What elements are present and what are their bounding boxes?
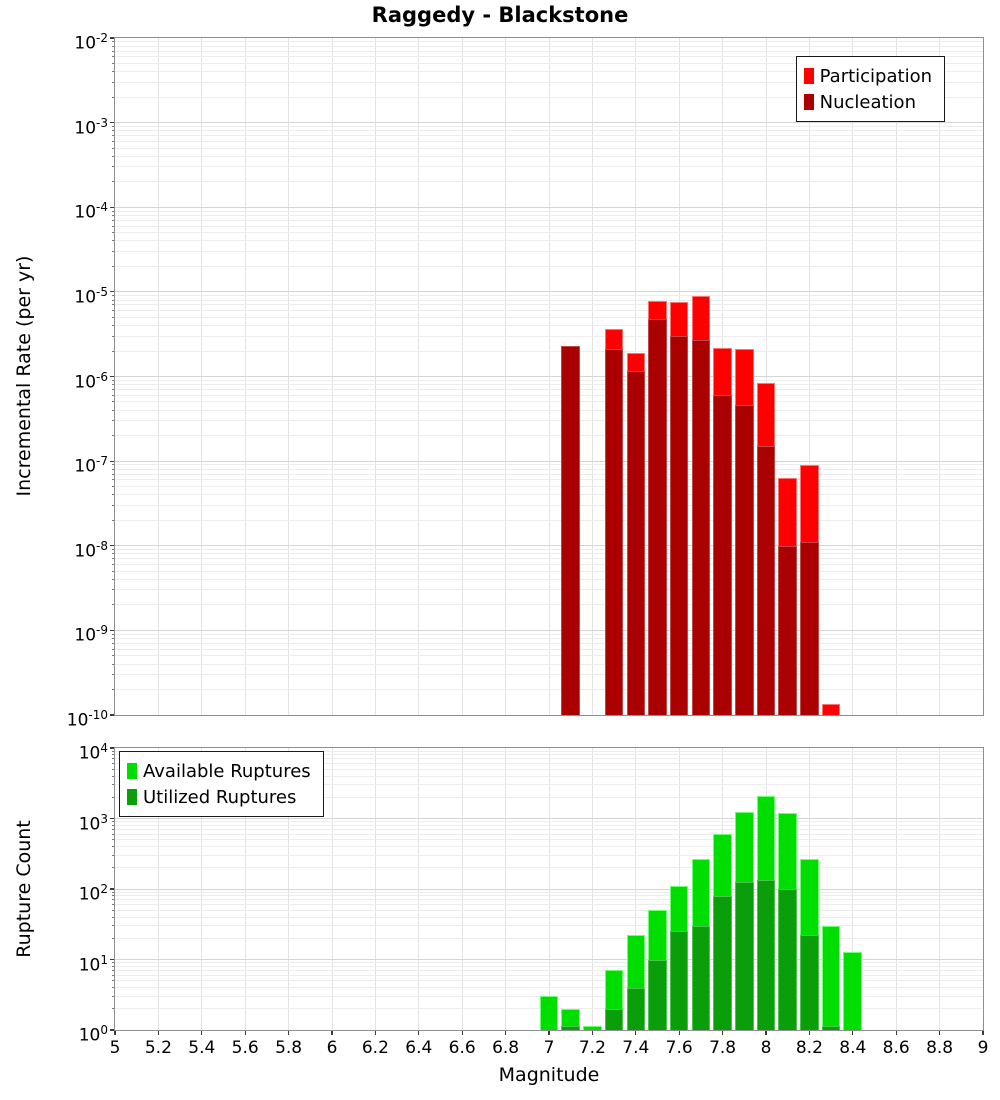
- gridline-minor: [115, 564, 983, 565]
- gridline-minor: [115, 829, 983, 830]
- y-minor-tick-mark: [112, 97, 115, 98]
- legend-item-label: Participation: [819, 65, 932, 87]
- x-tick-label: 7: [543, 1038, 555, 1058]
- y-minor-tick-mark: [112, 925, 115, 926]
- gridline-minor: [115, 649, 983, 650]
- y-minor-tick-mark: [112, 839, 115, 840]
- y-tick-label: $10^{-4}$: [74, 200, 108, 223]
- bar-utilized-ruptures-7.9: [735, 882, 754, 1030]
- x-tick-label: 9: [977, 1038, 989, 1058]
- gridline-minor: [115, 634, 983, 635]
- y-minor-tick-mark: [112, 776, 115, 777]
- bar-utilized-ruptures-8.3: [822, 1026, 841, 1030]
- legend-item: [127, 758, 311, 784]
- y-minor-tick-mark: [112, 211, 115, 212]
- y-minor-tick-mark: [112, 751, 115, 752]
- y-tick-label: $10^1$: [78, 952, 108, 976]
- gridline-minor: [115, 938, 983, 939]
- bar-available-ruptures-7: [540, 996, 559, 1030]
- gridline-minor: [115, 589, 983, 590]
- y-minor-tick-mark: [112, 754, 115, 755]
- x-tick-label: 6.2: [361, 1038, 389, 1058]
- gridline-minor: [115, 549, 983, 550]
- y-minor-tick-mark: [112, 300, 115, 301]
- legend-swatch-available-ruptures: [127, 763, 137, 779]
- y-minor-tick-mark: [112, 380, 115, 381]
- y-minor-tick-mark: [112, 938, 115, 939]
- y-minor-tick-mark: [112, 505, 115, 506]
- bar-nucleation-7.4: [627, 371, 646, 715]
- gridline-minor: [115, 304, 983, 305]
- x-axis-title: Magnitude: [498, 1064, 600, 1086]
- gridline-minor: [115, 494, 983, 495]
- y-tick-mark: [110, 545, 115, 546]
- gridline-minor: [115, 156, 983, 157]
- x-tick-mark: [982, 1030, 983, 1035]
- gridline-minor: [115, 401, 983, 402]
- legend-item-label: Available Ruptures: [143, 760, 311, 782]
- x-tick-label: 8: [760, 1038, 772, 1058]
- gridline-minor: [115, 141, 983, 142]
- gridline-minor: [115, 220, 983, 221]
- y-minor-tick-mark: [112, 834, 115, 835]
- legend-item-label: Nucleation: [819, 91, 916, 113]
- x-tick-mark: [462, 1030, 463, 1035]
- x-tick-mark: [288, 1030, 289, 1035]
- gridline-major: [115, 545, 983, 546]
- y-tick-mark: [110, 37, 115, 38]
- y-tick-label: $10^{-5}$: [74, 284, 108, 308]
- y-minor-tick-mark: [112, 486, 115, 487]
- gridline-minor: [115, 689, 983, 690]
- gridline-minor: [115, 317, 983, 318]
- gridline-minor: [115, 917, 983, 918]
- bar-utilized-ruptures-7.1: [561, 1026, 580, 1030]
- x-tick-label: 8.2: [795, 1038, 823, 1058]
- y-minor-tick-mark: [112, 892, 115, 893]
- gridline-minor: [115, 558, 983, 559]
- bar-nucleation-8.1: [778, 546, 797, 715]
- x-tick-mark: [679, 1030, 680, 1035]
- y-minor-tick-mark: [112, 825, 115, 826]
- gridline-minor: [115, 46, 983, 47]
- y-minor-tick-mark: [112, 384, 115, 385]
- gridline-minor: [115, 351, 983, 352]
- bar-participation-8.3: [822, 704, 841, 715]
- y-minor-tick-mark: [112, 784, 115, 785]
- y-minor-tick-mark: [112, 899, 115, 900]
- y-minor-tick-mark: [112, 41, 115, 42]
- y-tick-mark: [110, 747, 115, 748]
- gridline-minor: [115, 925, 983, 926]
- gridline-minor: [115, 240, 983, 241]
- y-minor-tick-mark: [112, 336, 115, 337]
- y-minor-tick-mark: [112, 638, 115, 639]
- legend-swatch-participation: [804, 68, 814, 84]
- y-tick-label: $10^3$: [78, 811, 108, 835]
- y-minor-tick-mark: [112, 855, 115, 856]
- gridline-minor: [115, 846, 983, 847]
- y-minor-tick-mark: [112, 579, 115, 580]
- y-minor-tick-mark: [112, 797, 115, 798]
- gridline-minor: [115, 166, 983, 167]
- x-tick-label: 6: [326, 1038, 338, 1058]
- y-minor-tick-mark: [112, 655, 115, 656]
- gridline-minor: [115, 821, 983, 822]
- gridline-minor: [115, 215, 983, 216]
- bar-utilized-ruptures-7.3: [605, 1009, 624, 1030]
- gridline-minor: [115, 181, 983, 182]
- x-tick-label: 6.4: [405, 1038, 433, 1058]
- legend-swatch-nucleation: [804, 94, 814, 110]
- chart-title: Raggedy - Blackstone: [371, 3, 629, 27]
- gridline-minor: [115, 420, 983, 421]
- y-tick-mark: [110, 714, 115, 715]
- y-minor-tick-mark: [112, 970, 115, 971]
- y-tick-label: $10^{-6}$: [74, 369, 108, 393]
- gridline-minor: [115, 655, 983, 656]
- gridline-minor: [115, 295, 983, 296]
- y-minor-tick-mark: [112, 266, 115, 267]
- top-y-axis-title: Incremental Rate (per yr): [13, 255, 35, 497]
- y-minor-tick-mark: [112, 410, 115, 411]
- y-minor-tick-mark: [112, 156, 115, 157]
- x-tick-mark: [635, 1030, 636, 1035]
- gridline-minor: [115, 41, 983, 42]
- gridline-minor: [115, 251, 983, 252]
- gridline-minor: [115, 464, 983, 465]
- y-tick-mark: [110, 291, 115, 292]
- gridline-minor: [115, 384, 983, 385]
- legend-item: [127, 784, 311, 810]
- y-minor-tick-mark: [112, 251, 115, 252]
- y-minor-tick-mark: [112, 589, 115, 590]
- gridline-minor: [115, 839, 983, 840]
- bar-nucleation-8: [757, 446, 776, 715]
- x-tick-label: 7.4: [622, 1038, 650, 1058]
- y-minor-tick-mark: [112, 758, 115, 759]
- y-minor-tick-mark: [112, 980, 115, 981]
- x-tick-mark: [505, 1030, 506, 1035]
- gridline-minor: [115, 395, 983, 396]
- y-tick-label: $10^{-7}$: [74, 454, 108, 477]
- legend: [119, 751, 324, 817]
- gridline-minor: [115, 505, 983, 506]
- bar-nucleation-7.3: [605, 349, 624, 715]
- y-minor-tick-mark: [112, 867, 115, 868]
- gridline-minor: [115, 834, 983, 835]
- y-minor-tick-mark: [112, 420, 115, 421]
- gridline-minor: [115, 867, 983, 868]
- gridline-minor: [115, 486, 983, 487]
- legend-swatch-utilized-ruptures: [127, 789, 137, 805]
- gridline-minor: [115, 553, 983, 554]
- legend: [796, 56, 945, 122]
- y-minor-tick-mark: [112, 232, 115, 233]
- x-tick-label: 7.2: [578, 1038, 606, 1058]
- gridline-minor: [115, 604, 983, 605]
- x-tick-mark: [114, 1030, 115, 1035]
- x-tick-label: 5.6: [231, 1038, 259, 1058]
- y-minor-tick-mark: [112, 126, 115, 127]
- legend-item: [804, 63, 932, 89]
- gridline-minor: [115, 336, 983, 337]
- y-minor-tick-mark: [112, 435, 115, 436]
- y-minor-tick-mark: [112, 829, 115, 830]
- bottom-chart-plot: [115, 748, 983, 1030]
- y-minor-tick-mark: [112, 351, 115, 352]
- y-minor-tick-mark: [112, 895, 115, 896]
- x-tick-label: 5.4: [188, 1038, 216, 1058]
- gridline-minor: [115, 380, 983, 381]
- x-tick-label: 6.8: [492, 1038, 520, 1058]
- y-minor-tick-mark: [112, 966, 115, 967]
- x-tick-mark: [592, 1030, 593, 1035]
- x-tick-label: 8.8: [926, 1038, 954, 1058]
- gridline-minor: [115, 135, 983, 136]
- bar-nucleation-8.2: [800, 542, 819, 715]
- gridline-minor: [115, 148, 983, 149]
- bar-nucleation-7.5: [648, 319, 667, 715]
- gridline-major: [115, 889, 983, 890]
- gridline-minor: [115, 130, 983, 131]
- y-minor-tick-mark: [112, 325, 115, 326]
- y-minor-tick-mark: [112, 130, 115, 131]
- x-tick-mark: [939, 1030, 940, 1035]
- x-tick-mark: [245, 1030, 246, 1035]
- y-minor-tick-mark: [112, 996, 115, 997]
- gridline-minor: [115, 51, 983, 52]
- gridline-minor: [115, 479, 983, 480]
- y-minor-tick-mark: [112, 910, 115, 911]
- y-minor-tick-mark: [112, 474, 115, 475]
- gridline-major: [115, 818, 983, 819]
- y-tick-mark: [110, 207, 115, 208]
- y-tick-mark: [110, 888, 115, 889]
- y-minor-tick-mark: [112, 564, 115, 565]
- gridline-minor: [115, 435, 983, 436]
- y-minor-tick-mark: [112, 317, 115, 318]
- y-tick-mark: [110, 959, 115, 960]
- bar-nucleation-7.8: [713, 395, 732, 715]
- y-minor-tick-mark: [112, 553, 115, 554]
- y-tick-label: $10^{-8}$: [74, 538, 108, 562]
- y-tick-label: $10^2$: [78, 882, 108, 905]
- gridline-minor: [115, 520, 983, 521]
- bar-utilized-ruptures-7.5: [648, 960, 667, 1031]
- y-minor-tick-mark: [112, 220, 115, 221]
- y-minor-tick-mark: [112, 571, 115, 572]
- gridline-minor: [115, 389, 983, 390]
- gridline-minor: [115, 325, 983, 326]
- gridline-major: [115, 630, 983, 631]
- y-minor-tick-mark: [112, 304, 115, 305]
- gridline-minor: [115, 232, 983, 233]
- gridline-minor: [115, 910, 983, 911]
- x-tick-mark: [548, 1030, 549, 1035]
- x-tick-mark: [375, 1030, 376, 1035]
- y-minor-tick-mark: [112, 166, 115, 167]
- y-minor-tick-mark: [112, 56, 115, 57]
- y-tick-label: $10^{-2}$: [74, 31, 108, 54]
- y-minor-tick-mark: [112, 401, 115, 402]
- y-tick-mark: [110, 461, 115, 462]
- y-tick-mark: [110, 818, 115, 819]
- legend-item-label: Utilized Ruptures: [143, 786, 297, 808]
- y-minor-tick-mark: [112, 769, 115, 770]
- y-minor-tick-mark: [112, 181, 115, 182]
- x-tick-label: 8.6: [882, 1038, 910, 1058]
- y-minor-tick-mark: [112, 846, 115, 847]
- x-tick-mark: [201, 1030, 202, 1035]
- y-minor-tick-mark: [112, 215, 115, 216]
- y-minor-tick-mark: [112, 634, 115, 635]
- gridline-minor: [115, 579, 983, 580]
- gridline-minor: [115, 855, 983, 856]
- y-tick-label: $10^0$: [78, 1023, 108, 1046]
- y-minor-tick-mark: [112, 689, 115, 690]
- y-minor-tick-mark: [112, 520, 115, 521]
- gridline-major: [115, 207, 983, 208]
- y-minor-tick-mark: [112, 494, 115, 495]
- y-minor-tick-mark: [112, 604, 115, 605]
- y-minor-tick-mark: [112, 141, 115, 142]
- gridline-minor: [115, 899, 983, 900]
- bar-utilized-ruptures-8: [757, 880, 776, 1030]
- x-tick-mark: [896, 1030, 897, 1035]
- gridline-minor: [115, 643, 983, 644]
- gridline-major: [115, 376, 983, 377]
- y-minor-tick-mark: [112, 51, 115, 52]
- y-minor-tick-mark: [112, 904, 115, 905]
- x-tick-mark: [852, 1030, 853, 1035]
- x-tick-label: 5: [109, 1038, 121, 1058]
- y-minor-tick-mark: [112, 82, 115, 83]
- y-minor-tick-mark: [112, 664, 115, 665]
- x-tick-mark: [722, 1030, 723, 1035]
- y-minor-tick-mark: [112, 295, 115, 296]
- x-tick-mark: [418, 1030, 419, 1035]
- y-minor-tick-mark: [112, 240, 115, 241]
- bar-nucleation-7.7: [692, 340, 711, 715]
- gridline-minor: [115, 310, 983, 311]
- bar-utilized-ruptures-8.1: [778, 889, 797, 1030]
- y-minor-tick-mark: [112, 558, 115, 559]
- bar-nucleation-7.6: [670, 336, 689, 715]
- y-tick-label: $10^{-10}$: [66, 708, 108, 731]
- y-tick-mark: [110, 630, 115, 631]
- gridline-minor: [115, 266, 983, 267]
- bar-nucleation-7.9: [735, 405, 754, 715]
- x-tick-label: 6.6: [448, 1038, 476, 1058]
- gridline-minor: [115, 469, 983, 470]
- x-tick-label: 5.2: [144, 1038, 172, 1058]
- bottom-y-axis-title: Rupture Count: [13, 820, 35, 958]
- y-tick-label: $10^4$: [78, 741, 108, 764]
- legend-item: [804, 89, 932, 115]
- y-minor-tick-mark: [112, 962, 115, 963]
- bar-utilized-ruptures-7.6: [670, 931, 689, 1030]
- gridline-minor: [115, 226, 983, 227]
- y-tick-label: $10^{-3}$: [74, 115, 108, 139]
- gridline-minor: [115, 638, 983, 639]
- y-minor-tick-mark: [112, 674, 115, 675]
- gridline-minor: [115, 825, 983, 826]
- y-minor-tick-mark: [112, 549, 115, 550]
- gridline-minor: [115, 664, 983, 665]
- bar-utilized-ruptures-7.8: [713, 896, 732, 1030]
- x-tick-mark: [765, 1030, 766, 1035]
- y-minor-tick-mark: [112, 643, 115, 644]
- y-minor-tick-mark: [112, 389, 115, 390]
- gridline-minor: [115, 892, 983, 893]
- x-tick-label: 5.8: [275, 1038, 303, 1058]
- y-minor-tick-mark: [112, 63, 115, 64]
- gridline-minor: [115, 571, 983, 572]
- gridline-major: [115, 461, 983, 462]
- gridline-minor: [115, 300, 983, 301]
- y-minor-tick-mark: [112, 821, 115, 822]
- x-tick-label: 7.8: [709, 1038, 737, 1058]
- y-tick-label: $10^{-9}$: [74, 623, 108, 647]
- y-minor-tick-mark: [112, 917, 115, 918]
- bar-utilized-ruptures-7.7: [692, 926, 711, 1030]
- y-minor-tick-mark: [112, 649, 115, 650]
- gridline-major: [115, 122, 983, 123]
- x-tick-mark: [809, 1030, 810, 1035]
- gridline-minor: [115, 674, 983, 675]
- y-minor-tick-mark: [112, 464, 115, 465]
- bar-utilized-ruptures-8.2: [800, 935, 819, 1030]
- bar-utilized-ruptures-7.4: [627, 988, 646, 1030]
- y-minor-tick-mark: [112, 148, 115, 149]
- gridline-minor: [115, 895, 983, 896]
- gridline-minor: [115, 410, 983, 411]
- y-minor-tick-mark: [112, 763, 115, 764]
- gridline-minor: [115, 474, 983, 475]
- y-tick-mark: [110, 376, 115, 377]
- y-minor-tick-mark: [112, 975, 115, 976]
- y-minor-tick-mark: [112, 479, 115, 480]
- y-minor-tick-mark: [112, 135, 115, 136]
- bar-available-ruptures-8.3: [822, 926, 841, 1030]
- bar-available-ruptures-8.4: [843, 952, 862, 1031]
- x-tick-mark: [331, 1030, 332, 1035]
- gridline-major: [115, 291, 983, 292]
- y-tick-mark: [110, 122, 115, 123]
- y-minor-tick-mark: [112, 469, 115, 470]
- y-minor-tick-mark: [112, 310, 115, 311]
- gridline-minor: [115, 211, 983, 212]
- y-minor-tick-mark: [112, 1008, 115, 1009]
- x-tick-label: 8.4: [839, 1038, 867, 1058]
- y-minor-tick-mark: [112, 226, 115, 227]
- x-tick-label: 7.6: [665, 1038, 693, 1058]
- y-minor-tick-mark: [112, 46, 115, 47]
- gridline-minor: [115, 126, 983, 127]
- y-minor-tick-mark: [112, 71, 115, 72]
- y-minor-tick-mark: [112, 395, 115, 396]
- x-tick-mark: [158, 1030, 159, 1035]
- top-chart-plot: [115, 38, 983, 715]
- gridline-minor: [115, 904, 983, 905]
- y-minor-tick-mark: [112, 987, 115, 988]
- bar-nucleation-7.1: [561, 346, 580, 715]
